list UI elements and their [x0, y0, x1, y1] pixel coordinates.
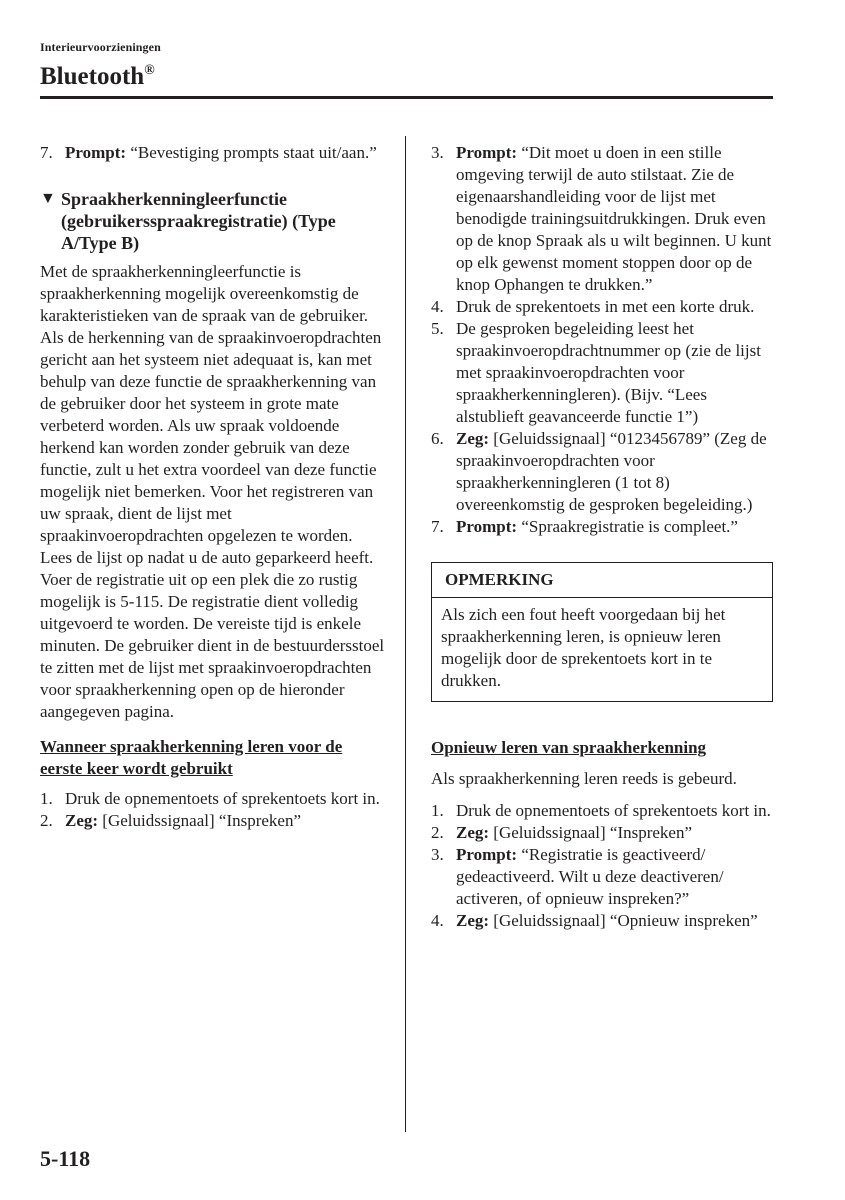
item-number: 4.: [431, 297, 444, 316]
item-label: Prompt:: [65, 143, 127, 162]
item-body: “Spraakregistratie is compleet.”: [517, 517, 738, 536]
page-title: [40, 56, 773, 92]
item-number: 6.: [431, 429, 444, 448]
item-body: [Geluidssignaal] “Inspreken”: [489, 823, 693, 842]
item-number: 2.: [40, 811, 53, 830]
item-label: Prompt:: [456, 143, 518, 162]
item-number: 5.: [431, 319, 444, 338]
column-divider: [405, 136, 406, 1132]
item-body: Druk de sprekentoets in met een korte druk.: [456, 297, 755, 316]
list-item: [431, 516, 773, 538]
list-item: [431, 800, 773, 822]
note-box: [431, 562, 773, 702]
item-body: “Bevestiging prompts staat uit/aan.”: [126, 143, 377, 162]
section-label: Interieurvoorzieningen: [40, 40, 161, 54]
item-number: 4.: [431, 911, 444, 930]
list-item: [431, 318, 773, 428]
item-text: [65, 810, 385, 832]
item-text: [65, 142, 385, 164]
registered-mark: ®: [144, 63, 155, 78]
list-item: [40, 810, 385, 832]
item-text: [65, 788, 385, 810]
item-text: [456, 800, 773, 822]
list-item: [40, 788, 385, 810]
item-text: [456, 516, 773, 538]
item-label: Prompt:: [456, 845, 518, 864]
item-label: Prompt:: [456, 517, 518, 536]
triangle-down-icon: ▼: [40, 190, 56, 207]
item-number: 7.: [431, 517, 444, 536]
list-item: [431, 428, 773, 516]
list-item: [431, 910, 773, 932]
steps-list: [431, 800, 773, 932]
item-text: [456, 844, 773, 910]
item-body: De gesproken begeleiding leest het spraakinvoeropdrachtnummer op (zie de lijst met spraakinvoeropdrachten voor spraakherkenningleren). (Bijv. “Lees alstublieft geavanceerde functie 1”): [456, 319, 761, 426]
item-label: Zeg:: [456, 911, 490, 930]
list-item: [431, 844, 773, 910]
item-body: [Geluidssignaal] “Inspreken”: [98, 811, 302, 830]
steps-list: [40, 788, 385, 832]
note-title: OPMERKING: [432, 563, 772, 598]
page-header: [40, 40, 773, 92]
list-item: [431, 142, 773, 296]
section-heading-text: Spraakherkenningleerfunctie (gebruikersspraakregistratie) (Type A/Type B): [61, 189, 336, 253]
item-number: 7.: [40, 143, 53, 162]
right-column: [431, 142, 773, 932]
intro-paragraph: Als spraakherkenning leren reeds is gebeurd.: [431, 769, 737, 788]
item-label: Zeg:: [456, 429, 490, 448]
list-item: [40, 142, 385, 164]
item-number: 1.: [431, 801, 444, 820]
item-text: [456, 318, 773, 428]
item-body: [Geluidssignaal] “Opnieuw inspreken”: [489, 911, 758, 930]
item-body: “Dit moet u doen in een stille omgeving terwijl de auto stilstaat. Zie de eigenaarshandleiding voor de lijst met benodigde trainingsuitdrukkingen. Druk even op de knop Spraak als u wilt beginnen. U kunt op elk gewenst moment stoppen door op de knop Ophangen te drukken.”: [456, 143, 772, 294]
item-number: 1.: [40, 789, 53, 808]
item-body: [Geluidssignaal] “0123456789” (Zeg de spraakinvoeropdrachten voor spraakherkenningleren (1 tot 8) overeenkomstig de gesproken begeleiding.): [456, 429, 767, 514]
item-number: 3.: [431, 845, 444, 864]
item-label: Zeg:: [456, 823, 490, 842]
header-rule: [40, 96, 773, 99]
item-label: Zeg:: [65, 811, 99, 830]
note-body: Als zich een fout heeft voorgedaan bij het spraakherkenning leren, is opnieuw leren mogelijk door de sprekentoets kort in te drukken.: [441, 605, 726, 690]
list-item: [431, 822, 773, 844]
item-body: Druk de opnementoets of sprekentoets kort in.: [456, 801, 771, 820]
item-text: [456, 910, 773, 932]
page-number: 5-118: [40, 1146, 91, 1171]
item-number: 3.: [431, 143, 444, 162]
item-body: “Registratie is geactiveerd/ gedeactiveerd. Wilt u deze deactiveren/ activeren, of opnieuw inspreken?”: [456, 845, 724, 908]
steps-list: [431, 142, 773, 538]
item-body: Druk de opnementoets of sprekentoets kort in.: [65, 789, 380, 808]
list-item: [431, 296, 773, 318]
section-heading: [40, 188, 385, 254]
left-column: [40, 142, 385, 832]
underlined-heading: Opnieuw leren van spraakherkenning: [431, 738, 707, 757]
underlined-heading: Wanneer spraakherkenning leren voor de eerste keer wordt gebruikt: [40, 737, 343, 778]
item-text: [456, 296, 773, 318]
item-text: [456, 142, 773, 296]
item-number: 2.: [431, 823, 444, 842]
page-title-text: Bluetooth: [40, 63, 145, 90]
body-paragraph: Met de spraakherkenningleerfunctie is spraakherkenning mogelijk overeenkomstig de karakteristieken van de spraak van de gebruiker. Als de herkenning van de spraakinvoeropdrachten gericht aan het systeem niet adequaat is, kan met behulp van deze functie de spraakherkenning van de gebruiker door het systeem in grote mate verbeterd worden. Als uw spraak voldoende herkend kan worden zonder gebruik van deze functie, zult u het extra voordeel van deze functie mogelijk niet bemerken. Voor het registreren van uw spraak, dient de lijst met spraakinvoeropdrachten opgelezen te worden. Lees de lijst op nadat u de auto geparkeerd heeft. Voer de registratie uit op een plek die zo rustig mogelijk is 5-115. De registratie dient volledig uitgevoerd te worden. De vereiste tijd is enkele minuten. De gebruiker dient in de bestuurdersstoel te zitten met de lijst met spraakinvoeropdrachten voor spraakherkenning open op de hieronder aangegeven pagina.: [40, 262, 385, 721]
item-text: [456, 428, 773, 516]
item-text: [456, 822, 773, 844]
